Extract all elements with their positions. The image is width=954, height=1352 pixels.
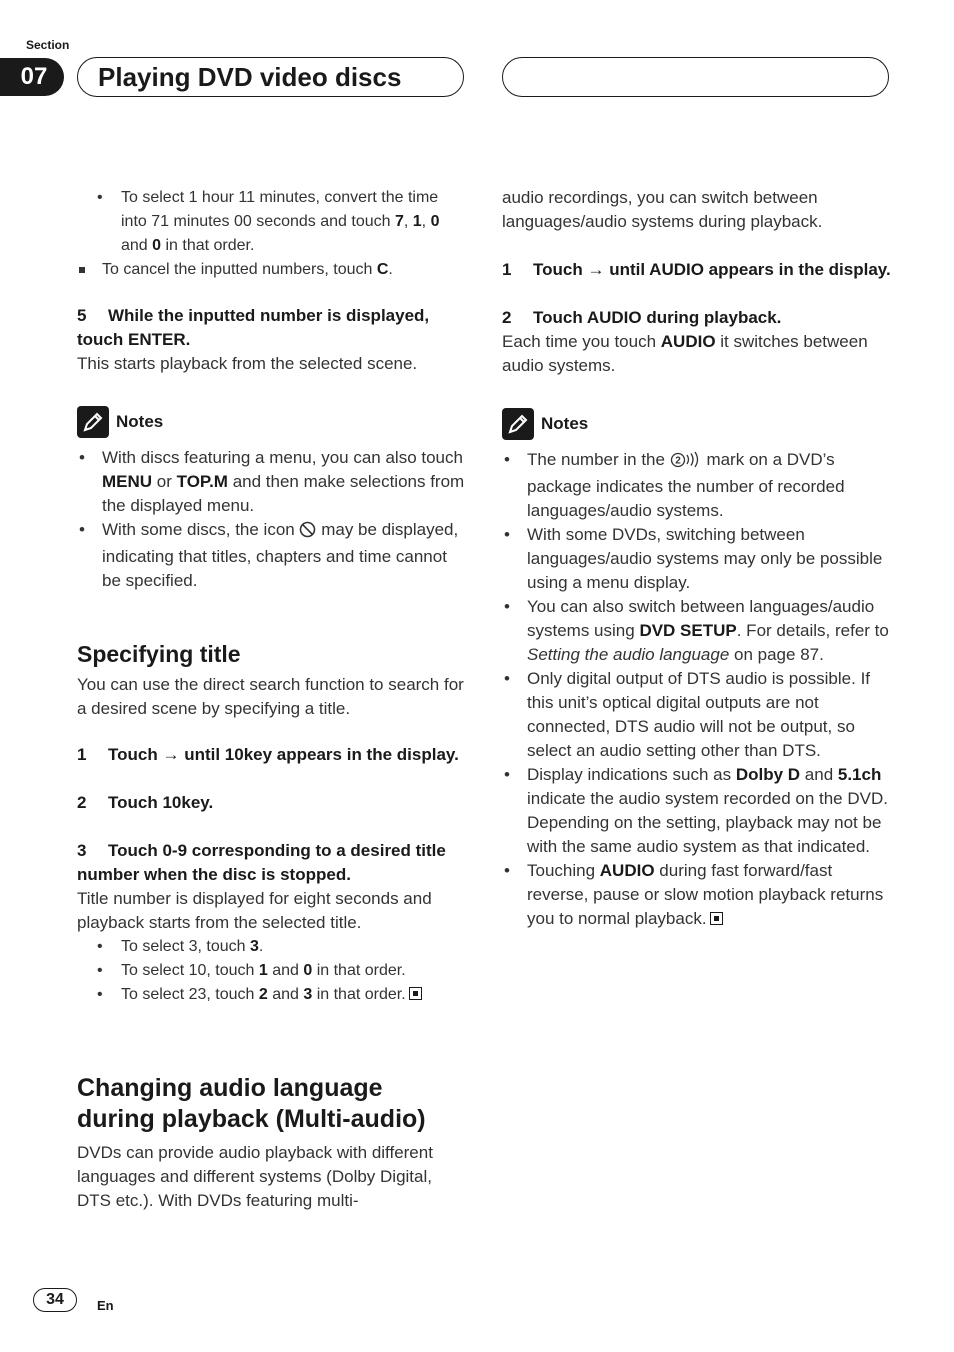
section-number-badge: 07 xyxy=(0,58,64,96)
list-item: • With some discs, the icon may be displayed, indicating that titles, chapters and time cannot be specified. xyxy=(77,518,467,593)
time-bullets xyxy=(77,186,467,258)
svg-text:2: 2 xyxy=(674,455,681,467)
arrow-right-icon: → xyxy=(162,745,180,764)
left-column xyxy=(77,186,467,1213)
title-sub-bullets xyxy=(77,935,467,1007)
list-item: • Only digital output of DTS audio is possible. If this unit’s optical digital outputs are not connected, DTS audio will not be output, so select an audio setting other than DTS. xyxy=(502,667,892,763)
audio-step-2: 2 Touch AUDIO during playback. xyxy=(502,308,782,327)
pencil-icon xyxy=(502,408,534,440)
title-step-3-body: Title number is displayed for eight seconds and playback starts from the selected title. xyxy=(77,889,432,932)
multi-audio-intro: DVDs can provide audio playback with different languages and different systems (Dolby Digital, DTS etc.). With DVDs featuring multi- xyxy=(77,1143,433,1210)
prohibited-icon xyxy=(299,521,316,545)
list-item: • With some DVDs, switching between languages/audio systems may only be possible using a menu display. xyxy=(502,523,892,595)
step-5: 5 While the inputted number is displayed, touch ENTER. xyxy=(77,306,430,349)
list-item: • Display indications such as Dolby D and 5.1ch indicate the audio system recorded on the DVD. Depending on the setting, playback may not be with the same audio system as that indicated. xyxy=(502,763,892,859)
list-item: To cancel the inputted numbers, touch C. xyxy=(77,258,467,282)
title-step-3: 3 Touch 0-9 corresponding to a desired title number when the disc is stopped. xyxy=(77,841,446,884)
notes-heading: Notes xyxy=(77,406,467,438)
list-item: • Touching AUDIO during fast forward/fast reverse, pause or slow motion playback returns you to normal playback. xyxy=(502,859,892,931)
list-item: • To select 10, touch 1 and 0 in that order. xyxy=(77,959,467,983)
section-label: Section xyxy=(26,38,70,52)
list-item: • You can also switch between languages/audio systems using DVD SETUP. For details, refer to Setting the audio language on page 87. xyxy=(502,595,892,667)
list-item: • To select 1 hour 11 minutes, convert the time into 71 minutes 00 seconds and touch 7, 1, 0 and 0 in that order. xyxy=(77,186,467,258)
list-item: • To select 3, touch 3. xyxy=(77,935,467,959)
multi-audio-intro-cont: audio recordings, you can switch between languages/audio systems during playback. xyxy=(502,188,823,231)
specifying-title-heading: Specifying title xyxy=(77,641,241,667)
list-item: • To select 23, touch 2 and 3 in that order. xyxy=(77,983,467,1007)
step-5-body: This starts playback from the selected scene. xyxy=(77,354,418,373)
notes-list xyxy=(77,446,467,593)
audio-step-2-body: Each time you touch AUDIO it switches between audio systems. xyxy=(502,332,868,375)
end-mark-icon xyxy=(710,912,723,925)
title-step-1: 1 Touch → until 10key appears in the display. xyxy=(77,745,459,764)
cancel-note xyxy=(77,258,467,282)
header-blank-pill xyxy=(502,57,889,97)
page-number: 34 xyxy=(33,1288,77,1312)
audio-languages-icon xyxy=(670,451,702,475)
title-step-2: 2 Touch 10key. xyxy=(77,793,214,812)
list-item: • With discs featuring a menu, you can also touch MENU or TOP.M and then make selections from the displayed menu. xyxy=(77,446,467,518)
list-item: • The number in the 2 mark on a DVD’s package indicates the number of recorded languages/audio systems. xyxy=(502,448,892,523)
audio-step-1: 1 Touch → until AUDIO appears in the display. xyxy=(502,260,891,279)
language-label: En xyxy=(97,1298,114,1313)
notes-list xyxy=(502,448,892,931)
end-mark-icon xyxy=(409,987,422,1000)
pencil-icon xyxy=(77,406,109,438)
chapter-title: Playing DVD video discs xyxy=(77,57,464,97)
notes-heading: Notes xyxy=(502,408,892,440)
specifying-title-intro: You can use the direct search function to search for a desired scene by specifying a title. xyxy=(77,675,464,718)
multi-audio-heading: Changing audio language during playback (Multi-audio) xyxy=(77,1074,426,1133)
arrow-right-icon: → xyxy=(587,260,605,279)
right-column xyxy=(502,186,892,931)
